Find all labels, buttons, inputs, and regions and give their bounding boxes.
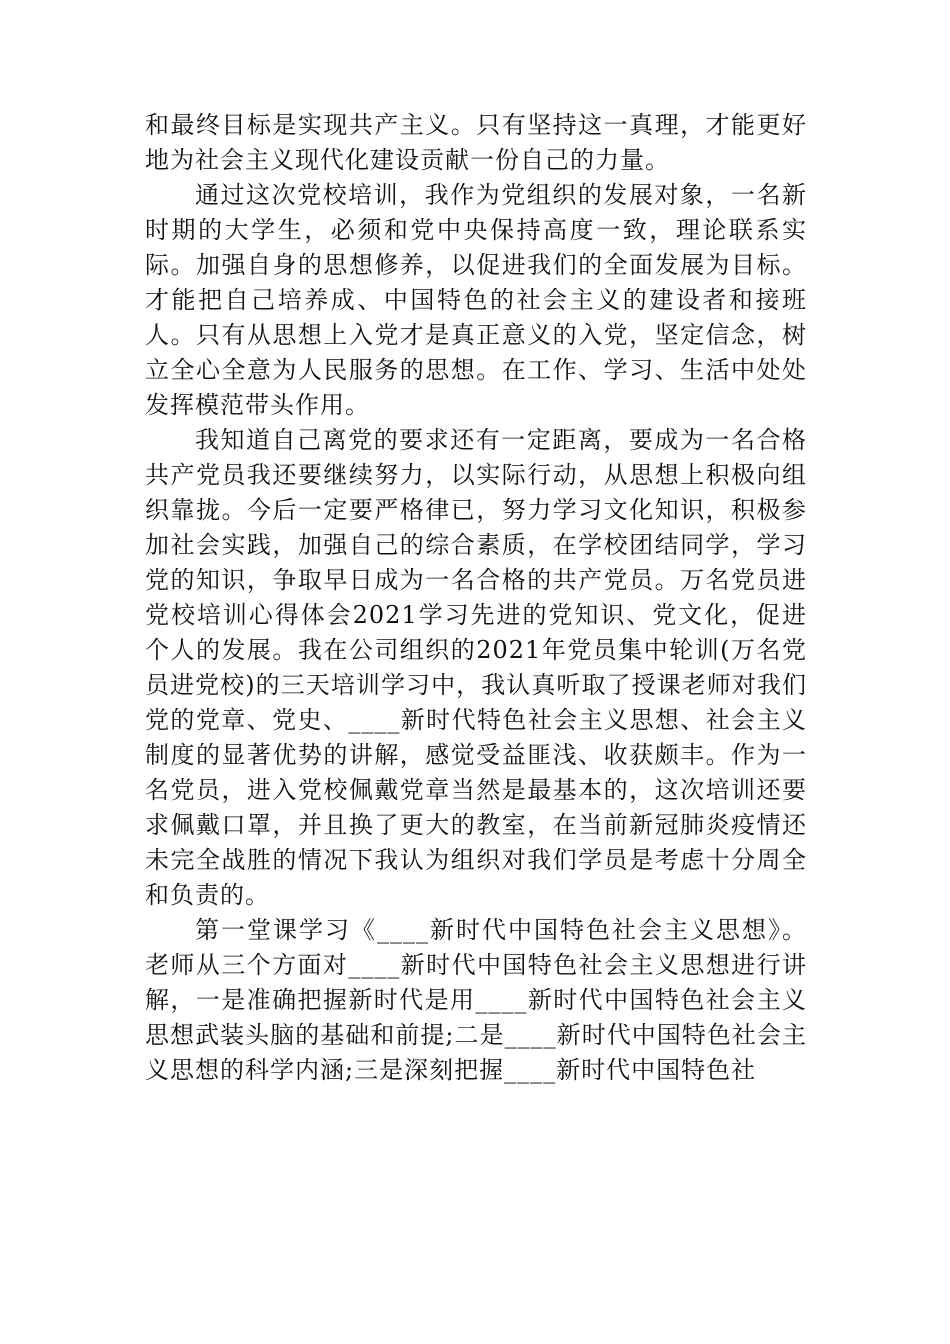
paragraph-2: 通过这次党校培训，我作为党组织的发展对象，一名新时期的大学生，必须和党中央保持高度一致，理论联系实际。加强自身的思想修养，以促进我们的全面发展为目标。才能把自己培养成、中国特色的社会主义的建设者和接班人。只有从思想上入党才是真正意义的入党，坚定信念，树立全心全意为人民服务的思想。在工作、学习、生活中处处发挥模范带头作用。 — [145, 181, 807, 419]
paragraph-4: 第一堂课学习《____新时代中国特色社会主义思想》。老师从三个方面对____新时代中国特色社会主义思想进行讲解，一是准确把握新时代是用____新时代中国特色社会主义思想武装头脑的基础和前提;二是____新时代中国特色社会主义思想的科学内涵;三是深刻把握____新时代中国特色社 — [145, 916, 807, 1084]
paragraph-1: 和最终目标是实现共产主义。只有坚持这一真理，才能更好地为社会主义现代化建设贡献一份自己的力量。 — [145, 111, 807, 174]
document-body — [145, 108, 807, 1088]
paragraph-3: 我知道自己离党的要求还有一定距离，要成为一名合格共产党员我还要继续努力，以实际行动，从思想上积极向组织靠拢。今后一定要严格律已，努力学习文化知识，积极参加社会实践，加强自己的综合素质，在学校团结同学，学习党的知识，争取早日成为一名合格的共产党员。万名党员进党校培训心得体会2021学习先进的党知识、党文化，促进个人的发展。我在公司组织的2021年党员集中轮训(万名党员进党校)的三天培训学习中，我认真听取了授课老师对我们党的党章、党史、____新时代特色社会主义思想、社会主义制度的显著优势的讲解，感觉受益匪浅、收获颇丰。作为一名党员，进入党校佩戴党章当然是最基本的，这次培训还要求佩戴口罩，并且换了更大的教室，在当前新冠肺炎疫情还未完全战胜的情况下我认为组织对我们学员是考虑十分周全和负责的。 — [145, 426, 807, 909]
